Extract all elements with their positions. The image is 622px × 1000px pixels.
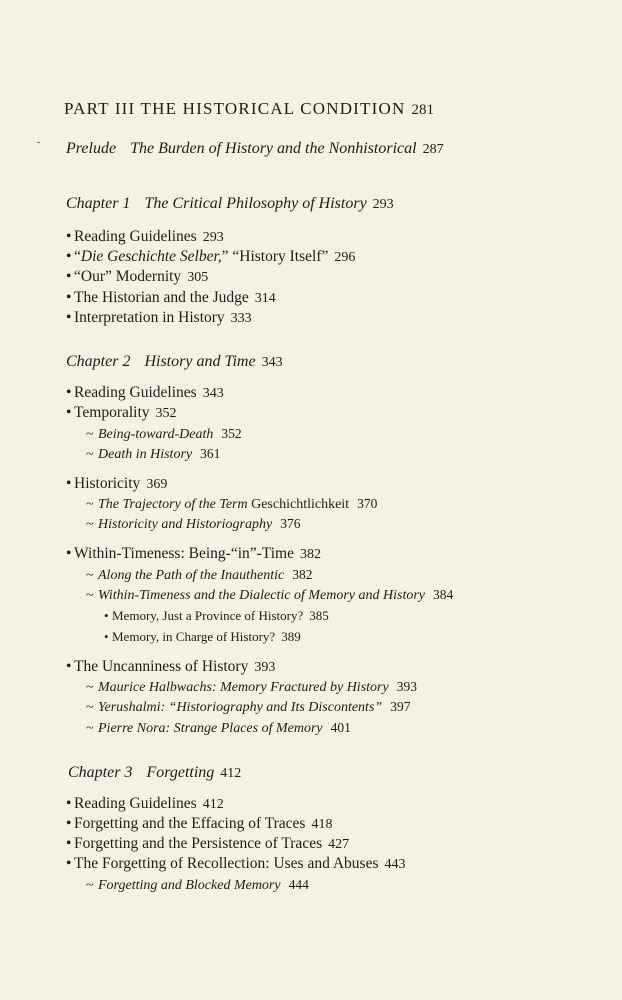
toc-entry: • The Uncanniness of History 393 — [66, 658, 276, 675]
toc-subentry: ~ Along the Path of the Inauthentic 382 — [86, 567, 313, 583]
bullet-icon: • — [66, 835, 72, 852]
part-heading — [64, 100, 434, 118]
toc-entry: • Forgetting and the Persistence of Traces 427 — [66, 835, 350, 852]
dash-icon: ~ — [86, 497, 94, 512]
chapter-2-label: Chapter 2 — [66, 353, 131, 370]
bullet-icon: • — [66, 268, 72, 285]
part-page: 281 — [411, 102, 434, 118]
toc-subentry: ~ Maurice Halbwachs: Memory Fractured by History 393 — [86, 679, 417, 695]
toc-subentry: ~ Within-Timeness and the Dialectic of Memory and History 384 — [86, 587, 454, 603]
bullet-icon: • — [66, 475, 72, 492]
toc-subentry: ~ Yerushalmi: “Historiography and Its Discontents” 397 — [86, 699, 411, 715]
bullet-icon: • — [66, 228, 72, 245]
toc-entry: • Forgetting and the Effacing of Traces 418 — [66, 815, 333, 832]
bullet-icon: • — [104, 629, 109, 644]
chapter-2-page: 343 — [261, 355, 283, 370]
toc-entry: • The Forgetting of Recollection: Uses and Abuses 443 — [66, 855, 406, 872]
bullet-icon: • — [104, 608, 109, 623]
bullet-icon: • — [66, 795, 72, 812]
dash-icon: ~ — [86, 568, 94, 583]
dash-icon: ~ — [86, 447, 94, 462]
dash-icon: ~ — [86, 680, 94, 695]
chapter-3-page: 412 — [220, 766, 242, 781]
dash-icon: ~ — [86, 878, 94, 893]
toc-entry: • “Our” Modernity 305 — [66, 268, 209, 285]
bullet-icon: • — [66, 404, 72, 421]
chapter-1-label: Chapter 1 — [66, 195, 131, 212]
dash-icon: ~ — [86, 588, 94, 603]
toc-subsubentry: • Memory, in Charge of History? 389 — [104, 629, 301, 644]
bullet-icon: • — [66, 658, 72, 675]
prelude-title: The Burden of History and the Nonhistorical — [130, 140, 417, 157]
toc-entry: • Within-Timeness: Being-“in”-Time 382 — [66, 545, 321, 562]
chapter-1-page: 293 — [372, 197, 394, 212]
bullet-icon: • — [66, 815, 72, 832]
chapter-1-title: The Critical Philosophy of History — [144, 195, 367, 212]
bullet-icon: • — [66, 855, 72, 872]
bullet-icon: • — [66, 248, 72, 265]
bullet-icon: • — [66, 384, 72, 401]
bullet-icon: • — [66, 289, 72, 306]
dash-icon: ~ — [86, 721, 94, 736]
toc-entry: • Temporality 352 — [66, 404, 177, 421]
prelude-heading — [66, 141, 444, 157]
part-label: PART III THE HISTORICAL CONDITION — [64, 99, 406, 118]
toc-entry: • Historicity 369 — [66, 475, 168, 492]
toc-subsubentry: • Memory, Just a Province of History? 385 — [104, 608, 329, 623]
toc-subentry: ~ The Trajectory of the Term Geschichtlichkeit 370 — [86, 496, 378, 512]
toc-subentry: ~ Being-toward-Death 352 — [86, 426, 242, 442]
bullet-icon: • — [66, 545, 72, 562]
chapter-2-heading — [66, 354, 283, 370]
toc-subentry: ~ Pierre Nora: Strange Places of Memory 401 — [86, 720, 351, 736]
prelude-page: 287 — [422, 142, 444, 157]
toc-entry: • Reading Guidelines 293 — [66, 228, 224, 245]
toc-subentry: ~ Forgetting and Blocked Memory 444 — [86, 877, 309, 893]
prelude-label: Prelude — [66, 140, 117, 157]
toc-entry: • The Historian and the Judge 314 — [66, 289, 276, 306]
toc-subentry: ~ Historicity and Historiography 376 — [86, 516, 301, 532]
toc-subentry: ~ Death in History 361 — [86, 446, 221, 462]
chapter-2-title: History and Time — [144, 353, 256, 370]
chapter-3-heading — [68, 765, 241, 781]
chapter-3-label: Chapter 3 — [68, 764, 133, 781]
dash-icon: ~ — [86, 517, 94, 532]
toc-entry: • Interpretation in History 333 — [66, 309, 252, 326]
bullet-icon: • — [66, 309, 72, 326]
dash-icon: ~ — [86, 700, 94, 715]
print-speck — [37, 142, 40, 143]
chapter-3-title: Forgetting — [146, 764, 215, 781]
toc-entry: • “Die Geschichte Selber,” “History Itself” 296 — [66, 248, 356, 265]
dash-icon: ~ — [86, 427, 94, 442]
chapter-1-heading — [66, 196, 394, 212]
toc-entry: • Reading Guidelines 343 — [66, 384, 224, 401]
toc-entry: • Reading Guidelines 412 — [66, 795, 224, 812]
